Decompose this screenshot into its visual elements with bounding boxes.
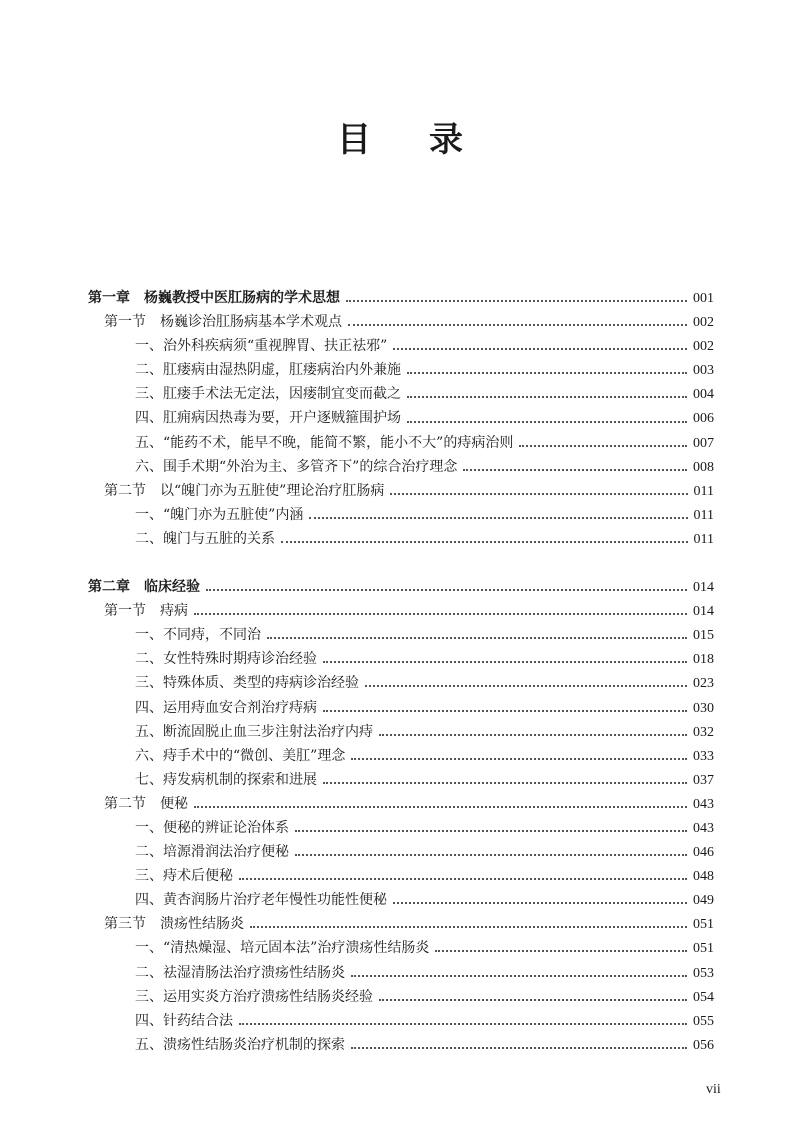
toc-entry-title: 三、特殊体质、类型的痔病诊治经验 xyxy=(135,675,359,692)
toc-entry-page: 018 xyxy=(693,652,714,668)
toc-entry-page: 008 xyxy=(693,459,714,475)
toc-entry-page: 003 xyxy=(693,363,714,379)
toc-dot-leader xyxy=(351,975,687,977)
toc-entry-title: 七、痔发病机制的探索和进展 xyxy=(135,771,317,788)
toc-dot-leader xyxy=(239,1023,687,1025)
toc-entry-page: 007 xyxy=(693,435,714,451)
toc-dot-leader xyxy=(519,445,687,447)
toc-entry-title: 三、肛瘘手术法无定法，因瘘制宜变而截之 xyxy=(135,386,401,403)
toc-dot-leader xyxy=(407,421,687,423)
toc-chapter-row[interactable] xyxy=(88,286,714,310)
toc-dot-leader xyxy=(206,589,687,591)
toc-dot-leader xyxy=(365,685,687,687)
toc-dot-leader xyxy=(194,613,687,615)
toc-entry-title: 三、痔术后便秘 xyxy=(135,868,233,885)
toc-entry-page: 006 xyxy=(693,411,714,427)
toc-entry-page: 054 xyxy=(693,989,714,1005)
toc-dot-leader xyxy=(379,999,687,1001)
toc-dot-leader xyxy=(281,541,688,543)
toc-entry-page: 056 xyxy=(693,1037,714,1053)
toc-dot-leader xyxy=(390,493,687,495)
toc-section-row[interactable] xyxy=(88,912,714,936)
toc-item-row[interactable] xyxy=(88,334,714,358)
toc-dot-leader xyxy=(393,348,687,350)
toc-entry-title: 一、“魄门亦为五脏使”内涵 xyxy=(135,506,304,523)
toc-entry-title: 第一节 痔病 xyxy=(104,603,188,620)
toc-item-row[interactable] xyxy=(88,840,714,864)
toc-entry-title: 一、“清热燥湿、培元固本法”治疗溃疡性结肠炎 xyxy=(135,940,430,957)
toc-dot-leader xyxy=(323,782,687,784)
toc-entry-title: 第三节 溃疡性结肠炎 xyxy=(104,916,244,933)
toc-dot-leader xyxy=(348,324,687,326)
toc-entry-title: 第二章 临床经验 xyxy=(88,579,200,596)
toc-entry-page: 051 xyxy=(693,941,714,957)
page-number: vii xyxy=(706,1082,721,1097)
toc-entry-title: 四、黄杏润肠片治疗老年慢性功能性便秘 xyxy=(135,892,387,909)
toc-spacer xyxy=(88,551,714,575)
toc-dot-leader xyxy=(194,806,687,808)
toc-dot-leader xyxy=(379,734,687,736)
toc-item-row[interactable] xyxy=(88,623,714,647)
toc-section-row[interactable] xyxy=(88,792,714,816)
toc-dot-leader xyxy=(267,637,687,639)
toc-section-row[interactable] xyxy=(88,479,714,503)
toc-entry-page: 004 xyxy=(693,387,714,403)
toc-entry-page: 043 xyxy=(693,820,714,836)
toc-entry-title: 五、“能药不术，能早不晚，能简不繁，能小不大”的痔病治则 xyxy=(135,434,514,451)
toc-entry-page: 051 xyxy=(693,917,714,933)
toc-entry-title: 二、培源滑润法治疗便秘 xyxy=(135,844,289,861)
toc-item-row[interactable] xyxy=(88,358,714,382)
toc-item-row[interactable] xyxy=(88,768,714,792)
toc-entry-title: 四、针药结合法 xyxy=(135,1012,233,1029)
toc-dot-leader xyxy=(295,854,687,856)
toc-entry-title: 一、便秘的辨证论治体系 xyxy=(135,819,289,836)
toc-item-row[interactable] xyxy=(88,696,714,720)
toc-entry-title: 一、不同痔，不同治 xyxy=(135,627,261,644)
toc-dot-leader xyxy=(323,661,687,663)
toc-dot-leader xyxy=(295,830,687,832)
toc-entry-title: 第二节 以“魄门亦为五脏使”理论治疗肛肠病 xyxy=(104,482,385,499)
toc-entry-page: 037 xyxy=(693,772,714,788)
toc-entry-page: 053 xyxy=(693,965,714,981)
toc-entry-page: 001 xyxy=(693,291,714,306)
toc-item-row[interactable] xyxy=(88,720,714,744)
toc-entry-page: 011 xyxy=(693,531,714,547)
toc-item-row[interactable] xyxy=(88,864,714,888)
toc-entry-title: 一、治外科疾病须“重视脾胃、扶正祛邪” xyxy=(135,338,388,355)
toc-item-row[interactable] xyxy=(88,647,714,671)
toc-entry-title: 四、肛痈病因热毒为要，开户逐贼箍围护场 xyxy=(135,410,401,427)
toc-entry-title: 六、围手术期“外治为主、多管齐下”的综合治疗理念 xyxy=(135,458,458,475)
toc-entry-page: 023 xyxy=(693,676,714,692)
table-of-contents xyxy=(88,286,714,1057)
toc-dot-leader xyxy=(351,1047,687,1049)
toc-entry-title: 二、肛瘘病由湿热阴虚，肛瘘病治内外兼施 xyxy=(135,362,401,379)
toc-dot-leader xyxy=(393,902,687,904)
toc-entry-page: 048 xyxy=(693,869,714,885)
toc-dot-leader xyxy=(351,758,687,760)
toc-entry-title: 二、祛湿清肠法治疗溃疡性结肠炎 xyxy=(135,964,345,981)
toc-entry-title: 三、运用实炎方治疗溃疡性结肠炎经验 xyxy=(135,988,373,1005)
toc-dot-leader xyxy=(346,300,687,302)
toc-item-row[interactable] xyxy=(88,382,714,406)
toc-dot-leader xyxy=(309,517,687,519)
toc-item-row[interactable] xyxy=(88,1033,714,1057)
toc-entry-title: 二、女性特殊时期痔诊治经验 xyxy=(135,651,317,668)
toc-entry-page: 046 xyxy=(693,845,714,861)
toc-entry-title: 第二节 便秘 xyxy=(104,795,188,812)
toc-item-row[interactable] xyxy=(88,816,714,840)
toc-dot-leader xyxy=(463,469,687,471)
toc-dot-leader xyxy=(239,878,687,880)
toc-item-row[interactable] xyxy=(88,985,714,1009)
toc-entry-title: 五、溃疡性结肠炎治疗机制的探索 xyxy=(135,1036,345,1053)
toc-dot-leader xyxy=(250,926,687,928)
toc-section-row[interactable] xyxy=(88,310,714,334)
toc-entry-title: 第一章 杨巍教授中医肛肠病的学术思想 xyxy=(88,290,340,306)
toc-entry-page: 055 xyxy=(693,1013,714,1029)
toc-item-row[interactable] xyxy=(88,888,714,912)
toc-entry-page: 014 xyxy=(693,604,714,620)
toc-item-row[interactable] xyxy=(88,1009,714,1033)
toc-entry-page: 015 xyxy=(693,628,714,644)
toc-item-row[interactable] xyxy=(88,936,714,960)
toc-entry-page: 049 xyxy=(693,893,714,909)
toc-dot-leader xyxy=(323,710,687,712)
toc-item-row[interactable] xyxy=(88,744,714,768)
toc-dot-leader xyxy=(435,950,687,952)
toc-entry-page: 011 xyxy=(693,507,714,523)
toc-entry-page: 011 xyxy=(693,483,714,499)
toc-item-row[interactable] xyxy=(88,671,714,695)
toc-entry-page: 032 xyxy=(693,724,714,740)
toc-item-row[interactable] xyxy=(88,503,714,527)
toc-item-row[interactable] xyxy=(88,527,714,551)
toc-entry-page: 002 xyxy=(693,339,714,355)
toc-entry-title: 六、痔手术中的“微创、美肛”理念 xyxy=(135,747,346,764)
toc-entry-title: 第一节 杨巍诊治肛肠病基本学术观点 xyxy=(104,314,342,331)
toc-chapter-row[interactable] xyxy=(88,575,714,599)
toc-item-row[interactable] xyxy=(88,406,714,430)
toc-entry-title: 四、运用痔血安合剂治疗痔病 xyxy=(135,699,317,716)
toc-entry-title: 二、魄门与五脏的关系 xyxy=(135,530,275,547)
toc-item-row[interactable] xyxy=(88,431,714,455)
toc-item-row[interactable] xyxy=(88,455,714,479)
toc-dot-leader xyxy=(407,396,687,398)
toc-item-row[interactable] xyxy=(88,961,714,985)
toc-section-row[interactable] xyxy=(88,599,714,623)
toc-entry-page: 002 xyxy=(693,315,714,331)
toc-entry-page: 033 xyxy=(693,748,714,764)
toc-entry-title: 五、断流固脱止血三步注射法治疗内痔 xyxy=(135,723,373,740)
page-title: 目录 xyxy=(337,120,521,160)
toc-entry-page: 030 xyxy=(693,700,714,716)
toc-dot-leader xyxy=(407,372,687,374)
toc-entry-page: 043 xyxy=(693,796,714,812)
toc-entry-page: 014 xyxy=(693,580,714,596)
